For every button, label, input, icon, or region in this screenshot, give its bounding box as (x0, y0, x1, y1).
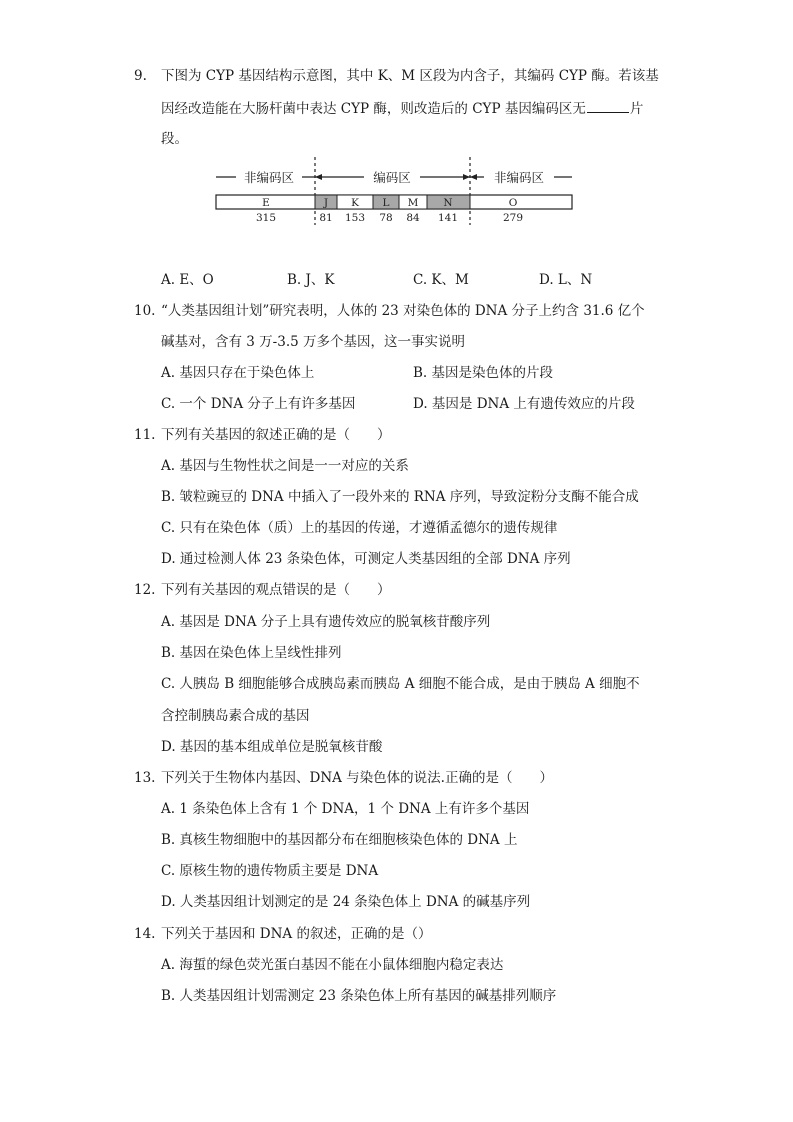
question-14-number: 14. (134, 926, 156, 942)
gene-diagram-svg (214, 155, 574, 227)
segment-label: O (508, 197, 518, 209)
cyp-gene-structure-diagram (214, 155, 574, 227)
question-9-number: 9. (134, 68, 147, 84)
segment-length: 84 (406, 212, 420, 224)
question-9-option-d: D. L、N (539, 272, 593, 288)
question-10-stem-line2: 碱基对，含有 3 万-3.5 万多个基因，这一事实说明 (161, 334, 465, 350)
question-10-number: 10. (134, 303, 156, 319)
question-13-option-b: B. 真核生物细胞中的基因都分布在细胞核染色体的 DNA 上 (161, 832, 518, 848)
question-12-option-d: D. 基因的基本组成单位是脱氧核苷酸 (161, 739, 383, 755)
region-label-coding: 编码区 (373, 170, 411, 185)
question-12-option-b: B. 基因在染色体上呈线性排列 (161, 645, 342, 661)
question-13-stem: 下列关于生物体内基因、DNA 与染色体的说法.正确的是（ ） (161, 770, 553, 786)
question-11-option-a: A. 基因与生物性状之间是一一对应的关系 (161, 458, 409, 474)
question-12-number: 12. (134, 582, 156, 598)
question-12-option-c-cont: 含控制胰岛素合成的基因 (161, 708, 310, 724)
answer-blank (587, 98, 629, 113)
question-9-option-a: A. E、O (161, 272, 214, 288)
question-9-stem-line1: 下图为 CYP 基因结构示意图，其中 K、M 区段为内含子，其编码 CYP 酶。若该基 (161, 68, 659, 84)
question-9-stem-line2-end: 片 (629, 101, 644, 117)
question-12-option-a: A. 基因是 DNA 分子上具有遗传效应的脱氧核苷酸序列 (161, 614, 491, 630)
question-10-stem-line1: “人类基因组计划”研究表明，人体的 23 对染色体的 DNA 分子上约含 31.6 亿个 (161, 303, 645, 319)
segment-length: 279 (502, 212, 524, 224)
question-9-option-c: C. K、M (413, 272, 469, 288)
question-12-option-c: C. 人胰岛 B 细胞能够合成胰岛素而胰岛 A 细胞不能合成，是由于胰岛 A 细胞不 (161, 676, 640, 692)
segment-label: L (382, 197, 390, 209)
question-10-option-c: C. 一个 DNA 分子上有许多基因 (161, 396, 356, 412)
question-14-option-b: B. 人类基因组计划需测定 23 条染色体上所有基因的碱基排列顺序 (161, 988, 557, 1004)
question-13-option-c: C. 原核生物的遗传物质主要是 DNA (161, 863, 379, 879)
segment-label: J (323, 197, 329, 209)
question-9-stem-line2-text: 因经改造能在大肠杆菌中表达 CYP 酶，则改造后的 CYP 基因编码区无 (161, 101, 586, 117)
segment-length: 81 (319, 212, 333, 224)
question-10-option-d: D. 基因是 DNA 上有遗传效应的片段 (413, 396, 635, 412)
question-11-option-b: B. 皱粒豌豆的 DNA 中插入了一段外来的 RNA 序列，导致淀粉分支酶不能合成 (161, 489, 639, 505)
question-9-stem-line3: 段。 (161, 131, 188, 147)
question-13-number: 13. (134, 770, 156, 786)
region-label-noncoding-right: 非编码区 (493, 170, 545, 185)
question-12-stem: 下列有关基因的观点错误的是（ ） (161, 582, 391, 598)
question-9-option-b: B. J、K (287, 272, 335, 288)
segment-length: 153 (344, 212, 366, 224)
question-13-option-d: D. 人类基因组计划测定的是 24 条染色体上 DNA 的碱基序列 (161, 894, 531, 910)
segment-length: 78 (379, 212, 393, 224)
segment-label: K (351, 197, 359, 209)
segment-label: M (407, 197, 419, 209)
question-10-option-b: B. 基因是染色体的片段 (413, 365, 554, 381)
question-11-number: 11. (134, 427, 156, 443)
question-9-stem-line2 (161, 98, 643, 119)
question-11-option-d: D. 通过检测人体 23 条染色体，可测定人类基因组的全部 DNA 序列 (161, 551, 571, 567)
question-13-option-a: A. 1 条染色体上含有 1 个 DNA，1 个 DNA 上有许多个基因 (161, 801, 530, 817)
region-label-noncoding-left: 非编码区 (243, 170, 295, 185)
question-14-stem: 下列关于基因和 DNA 的叙述，正确的是（） (161, 926, 432, 942)
segment-label: N (443, 197, 453, 209)
question-14-option-a: A. 海蜇的绿色荧光蛋白基因不能在小鼠体细胞内稳定表达 (161, 957, 504, 973)
segment-length: 315 (255, 212, 277, 224)
segment-length: 141 (437, 212, 459, 224)
question-11-option-c: C. 只有在染色体（质）上的基因的传递，才遵循孟德尔的遗传规律 (161, 520, 558, 536)
segment-label: E (262, 197, 270, 209)
question-10-option-a: A. 基因只存在于染色体上 (161, 365, 315, 381)
question-11-stem: 下列有关基因的叙述正确的是（ ） (161, 427, 391, 443)
